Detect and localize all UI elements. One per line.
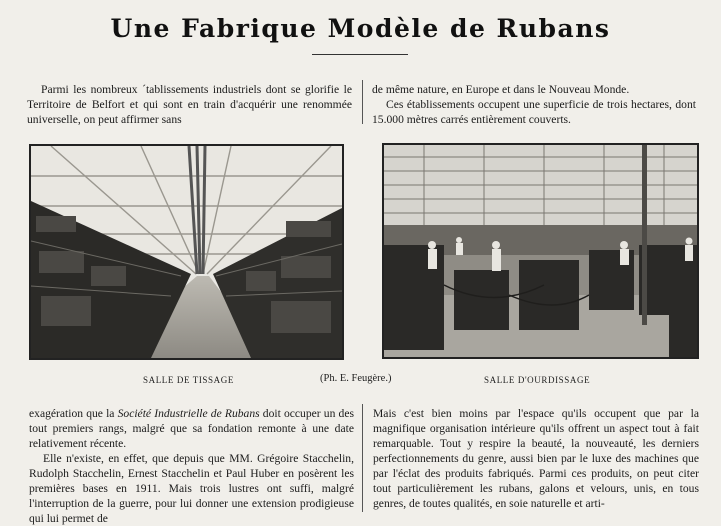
title-rule [312,54,408,55]
photo-salle-de-tissage [29,144,344,360]
body-left-text-b: doit occuper un des tout premiers rangs, malgré que sa fondation remonte à une date relativement récente. [29,407,354,450]
photo-salle-d-ourdissage [382,143,699,359]
body-right-column [373,406,699,511]
weaving-hall-image [31,146,342,358]
body-left-paragraph-2: Elle n'existe, en effet, que depuis que MM. Grégoire Stacchelin, Rudolph Stacchelin, Ernest Stacchelin et Paul Huber en posèrent les premières bases en 1911. Mais trois lustres ont suffi, malgré l'interruption de la guerre, pour lui donner une extension prodigieuse qui lui permet de [29,452,354,525]
intro-left-column [27,82,352,127]
warping-hall-image [384,145,697,357]
column-divider-bottom [362,404,363,512]
caption-left: SALLE DE TISSAGE [143,375,234,385]
intro-right-paragraph-2: Ces établissements occupent une superficie de trois hectares, dont 15.000 mètres carrés entièrement couverts. [372,98,696,126]
company-name: Société Industrielle de Rubans [117,407,260,420]
column-divider-top [362,80,363,124]
body-right-paragraph: Mais c'est bien moins par l'espace qu'ils occupent que par la magnifique organisation intérieure qu'ils offrent un aspect tout à fait remarquable. Tout y respire la beauté, la nouveauté, les derniers perfectionnements du genre, aussi bien par le luxe des machines que par l'éclat des produits fabriqués. Parmi ces produits, on peut citer tout particulièrement les rubans, galons et velours, unis, en tous genres, de toutes qualités, en soie naturelle et arti- [373,407,699,510]
intro-right-paragraph-1: de même nature, en Europe et dans le Nouveau Monde. [372,83,630,96]
photo-credit: (Ph. E. Feugère.) [320,373,392,384]
intro-left-paragraph: Parmi les nombreux ´tablissements industriels dont se glorifie le Territoire de Belfort et qui sont en train d'acquérir une renommée universelle, on peut affirmer sans [27,83,352,126]
article-title: Une Fabrique Modèle de Rubans [110,14,611,43]
body-left-paragraph-1 [29,406,354,451]
body-left-column [29,406,354,526]
body-left-text-a: exagération que la [29,407,118,420]
caption-right: SALLE D'OURDISSAGE [484,375,591,385]
intro-right-column [372,82,696,127]
